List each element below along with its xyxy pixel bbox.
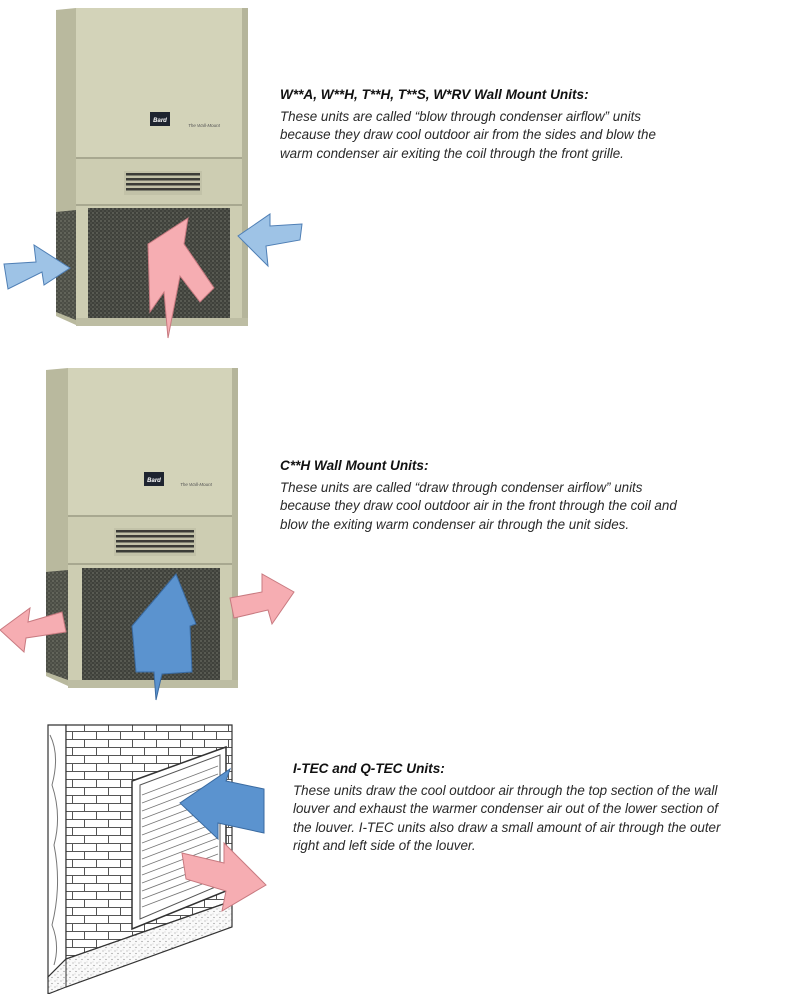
section-body: These units draw the cool outdoor air through the top section of the wall louver and exhaust the warmer condenser air out of the lower section of the louver. I-TEC units also draw a small amount of air through the outer right and left side of the louver. bbox=[293, 782, 721, 853]
svg-text:Bard: Bard bbox=[147, 478, 161, 484]
section-title: C**H Wall Mount Units: bbox=[280, 458, 429, 473]
section-title: I-TEC and Q-TEC Units: bbox=[293, 761, 445, 776]
warm-air-arrow-right-side-out bbox=[230, 574, 294, 624]
blow-through-caption bbox=[280, 86, 740, 163]
section-body: These units are called “blow through condenser airflow” units because they draw cool outdoor air from the sides and blow the warm condenser air exiting the coil through the front grille. bbox=[280, 108, 656, 161]
upper-vent-grille bbox=[114, 528, 196, 556]
draw-through-unit-figure bbox=[0, 360, 310, 705]
svg-text:The Wall-Mount: The Wall-Mount bbox=[180, 482, 212, 487]
svg-text:Bard: Bard bbox=[153, 118, 167, 124]
section-title: W**A, W**H, T**H, T**S, W*RV Wall Mount Units: bbox=[280, 87, 589, 102]
itec-qtec-caption bbox=[293, 760, 773, 856]
draw-through-caption bbox=[280, 457, 750, 534]
itec-qtec-louver-figure bbox=[0, 715, 290, 994]
blow-through-unit-figure bbox=[0, 0, 310, 345]
upper-vent-grille bbox=[124, 171, 202, 195]
section-body: These units are called “draw through condenser airflow” units because they draw cool outdoor air in the front through the coil and blow the exiting warm condenser air through the unit sides. bbox=[280, 479, 677, 532]
svg-text:The Wall-Mount: The Wall-Mount bbox=[188, 123, 220, 128]
